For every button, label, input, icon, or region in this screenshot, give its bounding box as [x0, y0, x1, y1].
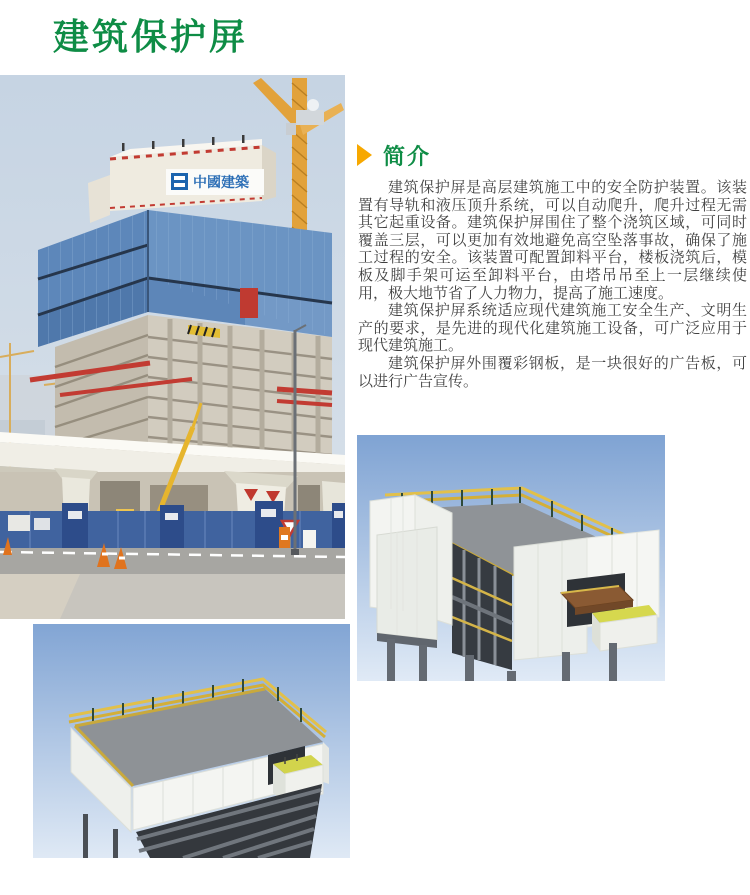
intro-paragraphs — [358, 179, 747, 390]
render-1-graphic — [357, 435, 665, 681]
render-2-graphic — [33, 624, 350, 858]
cscec-logo — [171, 173, 188, 190]
render-protection-screen-side — [357, 435, 665, 681]
construction-photo-graphic — [0, 75, 345, 619]
construction-site-photo — [0, 75, 345, 619]
white-screen-panels-right — [514, 530, 659, 660]
render-protection-screen-top — [33, 624, 350, 858]
section-arrow-icon — [357, 144, 372, 166]
white-screen-panels-left — [370, 495, 452, 640]
section-intro-header — [357, 142, 431, 168]
hoist-cage — [240, 288, 258, 318]
page-title: 建筑保护屏 — [53, 17, 249, 58]
intro-paragraph-1: 建筑保护屏是高层建筑施工中的安全防护装置。该装置有导轨和液压顶升系统，可以自动爬升，爬升过程无需其它起重设备。建筑保护屏围住了整个浇筑区域，可同时覆盖三层，可以更加有效地避免高空坠落事故，确保了施工过程的安全。该装置可配置卸料平台，楼板浇筑后，模板及脚手架可运至卸料平台，由塔吊吊至上一层继续使用，极大地节省了人力物力，提高了施工速度。 — [358, 178, 747, 302]
building-sign-text: 中國建築 — [193, 175, 249, 191]
intro-paragraph-3: 建筑保护屏外围覆彩钢板，是一块很好的广告板，可以进行广告宣传。 — [358, 353, 747, 390]
section-title: 简介 — [383, 144, 432, 170]
intro-paragraph-2: 建筑保护屏系统适应现代建筑施工安全生产、文明生产的要求，是先进的现代化建筑施工设备，可广泛应用于现代建筑施工。 — [358, 301, 747, 355]
road — [0, 548, 345, 619]
